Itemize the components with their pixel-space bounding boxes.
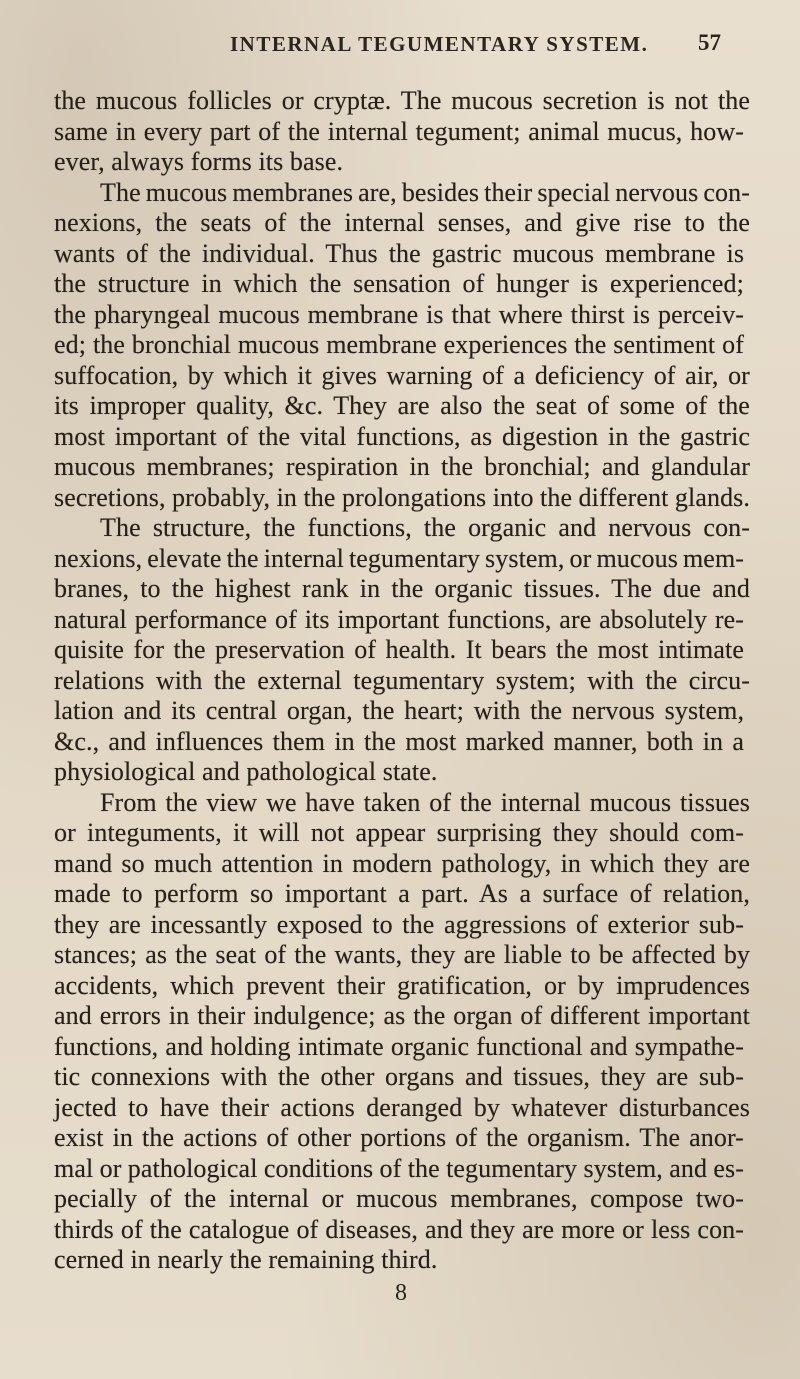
- signature-mark: 8: [395, 1280, 407, 1306]
- text-line: nexions, elevate the internal tegumentary system, or mucous mem-: [54, 544, 745, 573]
- text-line: cerned in nearly the remaining third.: [54, 1245, 438, 1274]
- text-line: same in every part of the internal tegument; animal mucus, how-: [54, 117, 744, 146]
- text-line: ed; the bronchial mucous membrane experiences the sentiment of: [54, 330, 744, 359]
- text-line: mal or pathological conditions of the tegumentary system, and es-: [54, 1154, 745, 1183]
- text-line: ever, always forms its base.: [54, 147, 344, 176]
- text-line: most important of the vital functions, as digestion in the gastric: [54, 422, 751, 451]
- text-line: thirds of the catalogue of diseases, and they are more or less con-: [54, 1215, 745, 1244]
- text-line: its improper quality, &c. They are also the seat of some of the: [54, 391, 750, 420]
- text-line: stances; as the seat of the wants, they are liable to be affected by: [54, 940, 751, 969]
- text-line: relations with the external tegumentary system; with the circu-: [54, 666, 751, 695]
- text-line: physiological and pathological state.: [54, 757, 438, 786]
- text-line: mand so much attention in modern pathology, in which they are: [54, 849, 751, 878]
- text-line: the structure in which the sensation of hunger is experienced;: [54, 269, 744, 298]
- text-line: branes, to the highest rank in the organic tissues. The due and: [54, 574, 750, 603]
- text-line: they are incessantly exposed to the aggressions of exterior sub-: [54, 910, 744, 939]
- text-line: exist in the actions of other portions of the organism. The anor-: [54, 1123, 744, 1152]
- text-line: accidents, which prevent their gratification, or by imprudences: [54, 971, 751, 1000]
- text-line: natural performance of its important functions, are absolutely re-: [54, 605, 745, 634]
- text-line: nexions, the seats of the internal senses, and give rise to the: [54, 208, 751, 237]
- running-head: INTERNAL TEGUMENTARY SYSTEM.: [230, 32, 649, 56]
- text-line: suffocation, by which it gives warning of a deficiency of air, or: [54, 361, 750, 390]
- text-line: the pharyngeal mucous membrane is that where thirst is perceiv-: [54, 300, 744, 329]
- text-line: wants of the individual. Thus the gastric mucous membrane is: [54, 239, 745, 268]
- text-line: secretions, probably, in the prolongations into the different glands.: [54, 483, 750, 512]
- text-line: mucous membranes; respiration in the bronchial; and glandular: [54, 452, 750, 481]
- text-line: and errors in their indulgence; as the organ of different important: [54, 1001, 750, 1030]
- text-line: jected to have their actions deranged by whatever disturbances: [54, 1093, 751, 1122]
- text-line: The mucous membranes are, besides their special nervous con-: [100, 178, 750, 207]
- text-line: quisite for the preservation of health. It bears the most intimate: [54, 635, 744, 664]
- page-header: [0, 24, 800, 64]
- text-line: lation and its central organ, the heart; with the nervous system,: [54, 696, 745, 725]
- text-line: the mucous follicles or cryptæ. The mucous secretion is not the: [54, 86, 751, 115]
- text-line: functions, and holding intimate organic functional and sympathe-: [54, 1032, 745, 1061]
- text-line: or integuments, it will not appear surprising they should com-: [54, 818, 745, 847]
- page-number: 57: [698, 30, 721, 55]
- text-line: &c., and influences them in the most marked manner, both in a: [54, 727, 745, 756]
- text-line: tic connexions with the other organs and tissues, they are sub-: [54, 1062, 745, 1091]
- text-line: The structure, the functions, the organic and nervous con-: [100, 513, 751, 542]
- text-line: pecially of the internal or mucous membranes, compose two-: [54, 1184, 744, 1213]
- text-line: made to perform so important a part. As a surface of relation,: [54, 879, 750, 908]
- text-line: From the view we have taken of the internal mucous tissues: [100, 788, 750, 817]
